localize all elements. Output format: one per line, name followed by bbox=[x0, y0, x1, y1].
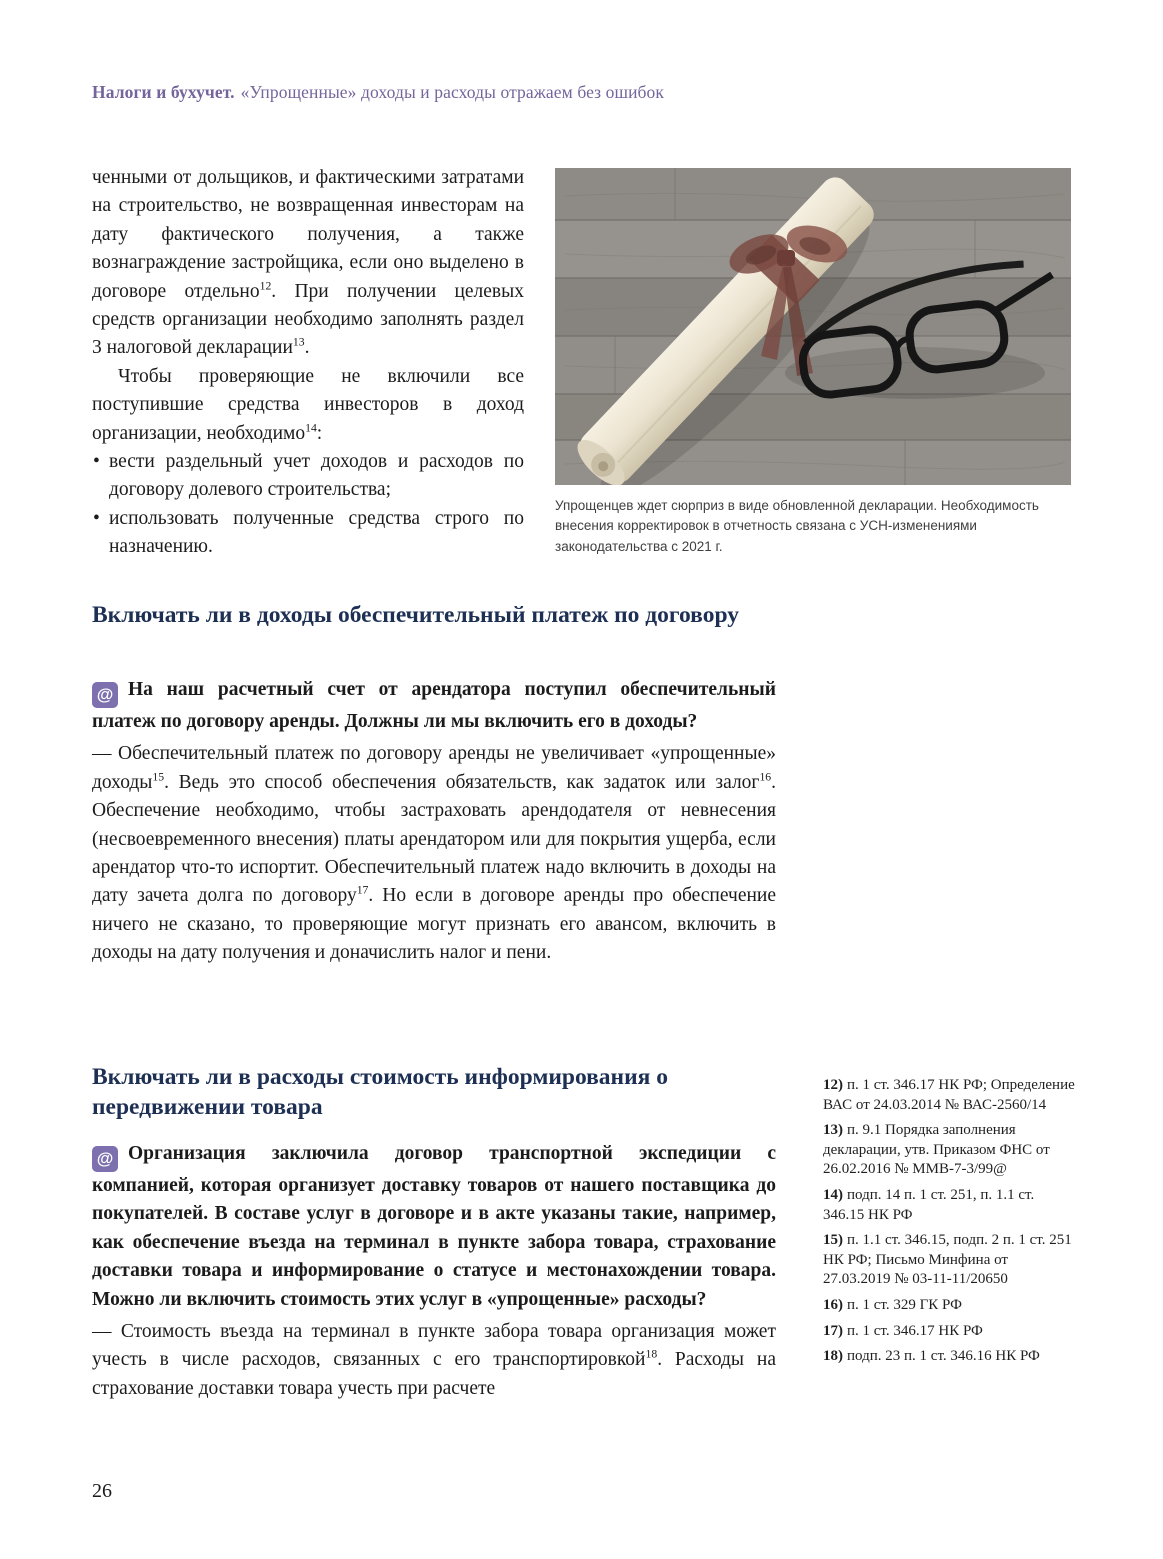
footnote-number: 13) bbox=[823, 1122, 843, 1139]
bullet-list bbox=[92, 448, 524, 562]
paragraph-text: — Стоимость въезда на терминал в пункте забора товара организация может учесть в числе расходов, связанных с его транспортировкой bbox=[92, 1321, 776, 1371]
footnote-number: 12) bbox=[823, 1077, 843, 1093]
footnotes-sidebar bbox=[823, 1076, 1075, 1373]
footnote-item bbox=[823, 1076, 1075, 1115]
footnote-item bbox=[823, 1231, 1075, 1290]
list-item: • вести раздельный учет доходов и расходов по договору долевого строительства; bbox=[92, 448, 524, 505]
footnote-text: п. 1 ст. 346.17 НК РФ; Определение ВАС от 24.03.2014 № ВАС-2560/14 bbox=[823, 1077, 1075, 1113]
paragraph-text: . Но если в договоре аренды про обеспечение ничего не сказано, то проверяющие могут признать его авансом, включить в доходы на дату получения и доначислить налог и пени. bbox=[92, 885, 776, 964]
footnote-item bbox=[823, 1186, 1075, 1225]
answer-paragraph bbox=[92, 1318, 776, 1403]
footnote-text: п. 1 ст. 346.17 НК РФ bbox=[847, 1322, 983, 1339]
footnote-number: 16) bbox=[823, 1296, 843, 1313]
footnote-ref: 16 bbox=[759, 770, 772, 784]
footnote-ref: 12 bbox=[259, 279, 272, 293]
at-icon: @ bbox=[92, 682, 118, 708]
footnote-number: 17) bbox=[823, 1322, 843, 1339]
paragraph-text: ченными от дольщиков, и фактическими затратами на строительство, не возвращенная инвесторам на дату фактического получения, а также вознаграждение застройщика, если оно выделено в договоре отдельно bbox=[92, 167, 524, 302]
footnote-text: п. 1.1 ст. 346.15, подп. 2 п. 1 ст. 251 НК РФ; Письмо Минфина от 27.03.2019 № 03-11-11/20650 bbox=[823, 1232, 1072, 1288]
footnote-number: 15) bbox=[823, 1232, 843, 1249]
footnote-text: подп. 14 п. 1 ст. 251, п. 1.1 ст. 346.15 НК РФ bbox=[823, 1186, 1035, 1223]
footnote-item bbox=[823, 1347, 1075, 1367]
paragraph-text: Чтобы проверяющие не включили все поступившие средства инвесторов в доход организации, необходимо bbox=[92, 365, 524, 444]
article-photo bbox=[555, 168, 1071, 485]
footnote-number: 14) bbox=[823, 1186, 843, 1203]
answer-paragraph bbox=[92, 740, 776, 967]
paragraph-text: . bbox=[304, 337, 310, 359]
photo-illustration bbox=[555, 168, 1071, 485]
page-number: 26 bbox=[92, 1480, 112, 1502]
qa-block bbox=[92, 1140, 776, 1403]
question-paragraph bbox=[92, 676, 776, 736]
intro-column bbox=[92, 164, 524, 562]
footnote-ref: 13 bbox=[292, 335, 305, 349]
paragraph-text: . При получении целевых средств организации необходимо заполнять раздел 3 налоговой декларации bbox=[92, 280, 524, 359]
article-title: «Упрощенные» доходы и расходы отражаем без ошибок bbox=[240, 82, 665, 102]
footnote-item bbox=[823, 1121, 1075, 1180]
paragraph-text: . Ведь это способ обеспечения обязательств, как задаток или залог bbox=[164, 771, 760, 793]
paragraph-text: : bbox=[316, 422, 323, 444]
paragraph-text: . Расходы на страхование доставки товара учесть при расчете bbox=[92, 1349, 776, 1399]
footnote-item bbox=[823, 1296, 1075, 1316]
footnote-ref: 15 bbox=[152, 770, 165, 784]
question-text: На наш расчетный счет от арендатора поступил обеспечительный платеж по договору аренды. Должны ли мы включить его в доходы? bbox=[92, 679, 776, 732]
footnote-ref: 14 bbox=[305, 421, 317, 435]
section-heading: Включать ли в доходы обеспечительный платеж по договору bbox=[92, 602, 739, 628]
qa-block bbox=[92, 676, 776, 968]
footnote-ref: 18 bbox=[645, 1347, 658, 1361]
at-icon: @ bbox=[92, 1146, 118, 1172]
running-header bbox=[92, 82, 1072, 103]
question-paragraph bbox=[92, 1140, 776, 1314]
footnote-text: п. 1 ст. 329 ГК РФ bbox=[847, 1296, 962, 1313]
body-paragraph bbox=[92, 164, 524, 363]
footnote-number: 18) bbox=[823, 1348, 843, 1365]
paragraph-text: . Обеспечение необходимо, чтобы застраховать арендодателя от невнесения (несвоевременного внесения) платы арендатором или для покрытия ущерба, если арендатор что-то испортит. Обеспечительный платеж надо включить в доходы на дату зачета долга по договору bbox=[92, 771, 776, 907]
footnote-ref: 17 bbox=[356, 883, 369, 897]
magazine-section-title: Налоги и бухучет. bbox=[92, 82, 235, 102]
body-paragraph bbox=[92, 363, 524, 448]
photo-caption: Упрощенцев ждет сюрприз в виде обновленной декларации. Необходимость внесения корректировок в отчетность связана с УСН-изменениями законодательства с 2021 г. bbox=[555, 498, 1039, 554]
question-text: Организация заключила договор транспортной экспедиции с компанией, которая организует доставку товаров от нашего поставщика до покупателей. В составе услуг в договоре и в акте указаны такие, например, как обеспечение въезда на терминал в пункте забора товара, страхование доставки товара и информирование о статусе и местонахождении товара. Можно ли включить стоимость этих услуг в «упрощенные» расходы? bbox=[92, 1143, 776, 1310]
footnote-item bbox=[823, 1322, 1075, 1342]
paragraph-text: — Обеспечительный платеж по договору аренды не увеличивает «упрощенные» доходы bbox=[92, 743, 776, 793]
section-heading: Включать ли в расходы стоимость информирования о передвижении товара bbox=[92, 1064, 668, 1120]
footnote-text: п. 9.1 Порядка заполнения декларации, утв. Приказом ФНС от 26.02.2016 № ММВ-7-3/99@ bbox=[823, 1122, 1050, 1178]
footnote-text: подп. 23 п. 1 ст. 346.16 НК РФ bbox=[847, 1348, 1040, 1365]
list-item: • использовать полученные средства строго по назначению. bbox=[92, 505, 524, 562]
